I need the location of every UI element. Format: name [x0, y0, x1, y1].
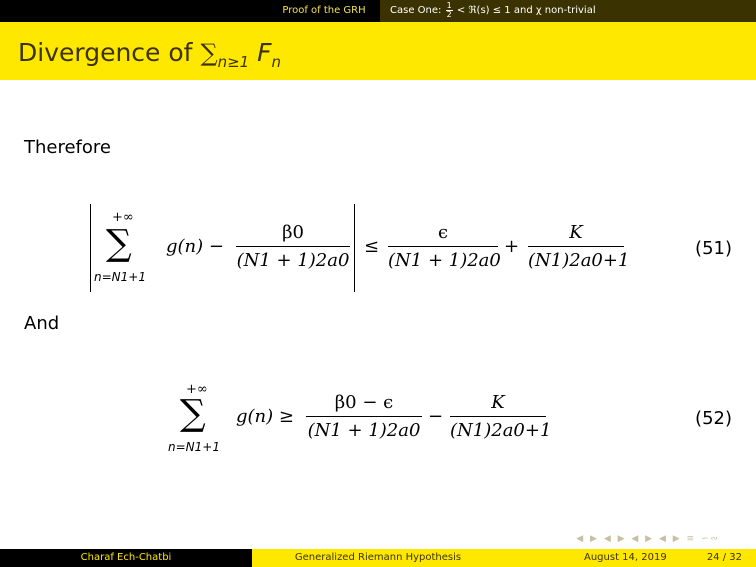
sum-upper-limit: +∞ — [112, 210, 134, 225]
nav-section-link[interactable]: Proof of the GRH — [282, 5, 366, 16]
equation-number-52: (52) — [695, 408, 732, 429]
top-navigation-bar — [0, 0, 756, 22]
frame-title-bar — [0, 22, 756, 80]
sum-upper-limit: +∞ — [186, 382, 208, 397]
sum-lower-limit: n=N1+1 — [94, 270, 146, 284]
nav-subsection-prefix: Case One: — [390, 5, 442, 16]
fraction-k-over-n: $\frac{K}{(N1)2a0+1}$ — [450, 392, 552, 441]
equation-number-51: (51) — [695, 238, 732, 259]
frame-title: Divergence of $\sum_{n\ge 1}$ $F_n$ — [18, 38, 282, 71]
abs-bar-right — [354, 204, 355, 292]
fraction-beta-over-n: $\frac{\beta 0}{(N1 + 1)2a0}$ — [236, 222, 350, 271]
term-g: g(n) − — [166, 236, 224, 257]
footer — [0, 549, 756, 567]
text-and: And — [24, 313, 60, 334]
footer-title: Generalized Riemann Hypothesis — [252, 549, 504, 567]
footer-page-number: 24 / 32 — [706, 552, 742, 563]
footer-date-page — [504, 549, 756, 567]
footer-date: August 14, 2019 — [584, 552, 667, 563]
beamer-navigation-icons[interactable]: ◀ ▶ ◀ ▶ ◀ ▶ ◀ ▶ ≡ ∽∾ — [576, 534, 720, 544]
term-g-geq: g(n) ≥ — [236, 406, 294, 427]
footer-author: Charaf Ech-Chatbi — [0, 549, 252, 567]
sum-symbol: ∑ — [106, 223, 132, 264]
text-therefore: Therefore — [24, 137, 111, 158]
fraction-epsilon-over-n: $\frac{\epsilon}{(N1 + 1)2a0}$ — [388, 222, 501, 271]
minus-sign: − — [428, 406, 444, 427]
abs-bar-left — [90, 204, 91, 292]
nav-fraction: $\frac{1}{2}$ — [446, 0, 452, 19]
fraction-k-over-n: $\frac{K}{(N1)2a0+1}$ — [528, 222, 630, 271]
plus-sign: + — [504, 236, 520, 257]
sum-symbol: ∑ — [180, 393, 206, 434]
leq-sign: ≤ — [364, 236, 380, 257]
nav-subsection-link[interactable] — [380, 0, 756, 22]
nav-subsection-suffix: < ℜ(s) ≤ 1 and χ non-trivial — [456, 5, 596, 16]
fraction-beta-minus-epsilon: $\frac{\beta 0 - \epsilon}{(N1 + 1)2a0}$ — [307, 392, 421, 441]
sum-lower-limit: n=N1+1 — [168, 440, 220, 454]
